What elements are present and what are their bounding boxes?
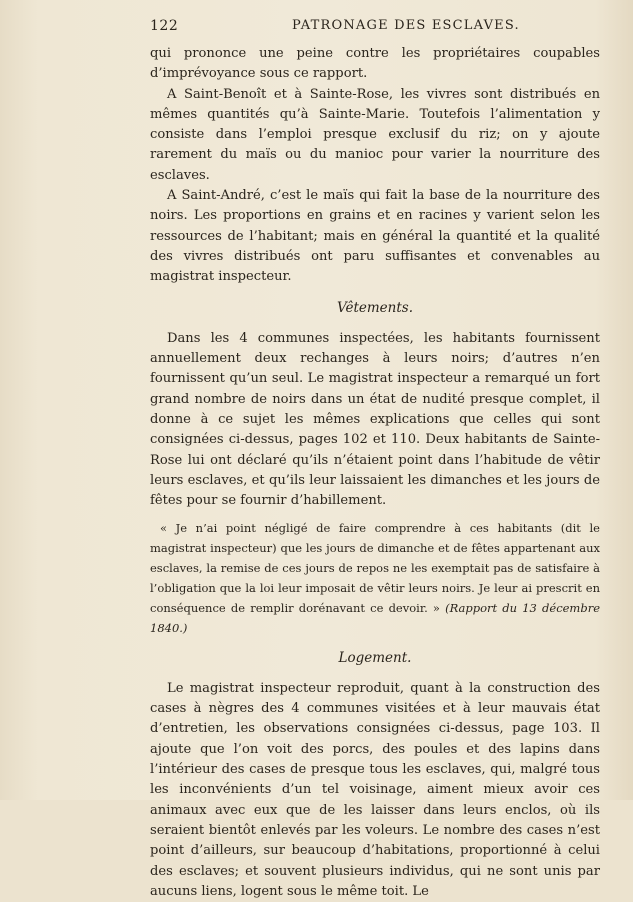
paragraph-logement: Le magistrat inspecteur reproduit, quant à la construction des cases à nègres des 4 communes visitées et à leur mauvais état d’entretien, les observations consignées ci-dessus, page 103. Il ajoute que l’on voit des porcs, des poules et des lapins dans l’intérieur des cases de presque tous les esclaves, qui, malgré tous les inconvénients d’un tel voisinage, aiment mieux avoir ces animaux avec eux que de les laisser dans leurs enclos, où ils seraient bientôt enlevés par les voleurs. Le nombre des cases n’est point d’ailleurs, sur beaucoup d’habitations, proportionné à celui des esclaves; et souvent plusieurs individus, qui ne sont unis par aucuns liens, logent sous le même toit. Le [150,680,600,899]
section-heading-logement: Logement. [338,649,412,666]
section-heading-vetements: Vêtements. [336,299,414,316]
paragraph-saint-benoit: A Saint-Benoît et à Sainte-Rose, les vivres sont distribués en mêmes quantités qu’à Sainte-Marie. Toutefois l’alimentation y consiste dans l’emploi presque exclusif du riz; on y ajoute rarement du maïs ou du manioc pour varier la nourriture des esclaves. [150,86,600,183]
quote-text: « Je n’ai point négligé de faire comprendre à ces habitants (dit le magistrat inspecteur) que les jours de dimanche et de fêtes appartenant aux esclaves, la remise de ces jours de repos ne les exemptait pas de satisfaire à l’obligation que la loi leur imposait de vêtir leurs noirs. Je leur ai prescrit en conséquence de remplir dorénavant ce devoir. » [150,520,600,615]
paragraph-saint-andre: A Saint-André, c’est le maïs qui fait la base de la nourriture des noirs. Les proportions en grains et en racines y varient selon les ressources de l’habitant; mais en général la quantité et la qualité des vivres distribués ont paru suffisantes et convenables au magistrat inspecteur. [150,188,600,285]
running-title: PATRONAGE DES ESCLAVES. [292,18,520,33]
quote-citation: (Rapport du 13 décembre 1840.) [150,600,601,635]
paragraph-continuation: qui prononce une peine contre les propriétaires coupables d’imprévoyance sous ce rapport. [150,46,600,82]
paragraph-vetements: Dans les 4 communes inspectées, les habitants fournissent annuellement deux rechanges à leurs noirs; d’autres n’en fournissent qu’un seul. Le magistrat inspecteur a remarqué un fort grand nombre de noirs dans un état de nudité presque complet, il donne à ce sujet les mêmes explications que celles qui sont consignées ci-dessus, pages 102 et 110. Deux habitants de Sainte-Rose lui ont déclaré qu’ils n’étaient point dans l’habitude de vêtir leurs esclaves, et qu’ils leur laissaient les dimanches et les jours de fêtes pour se fournir d’habillement. [150,330,600,509]
page-header [150,18,600,38]
page-number: 122 [150,18,179,34]
block-quote [150,518,600,638]
page-body [150,44,600,902]
